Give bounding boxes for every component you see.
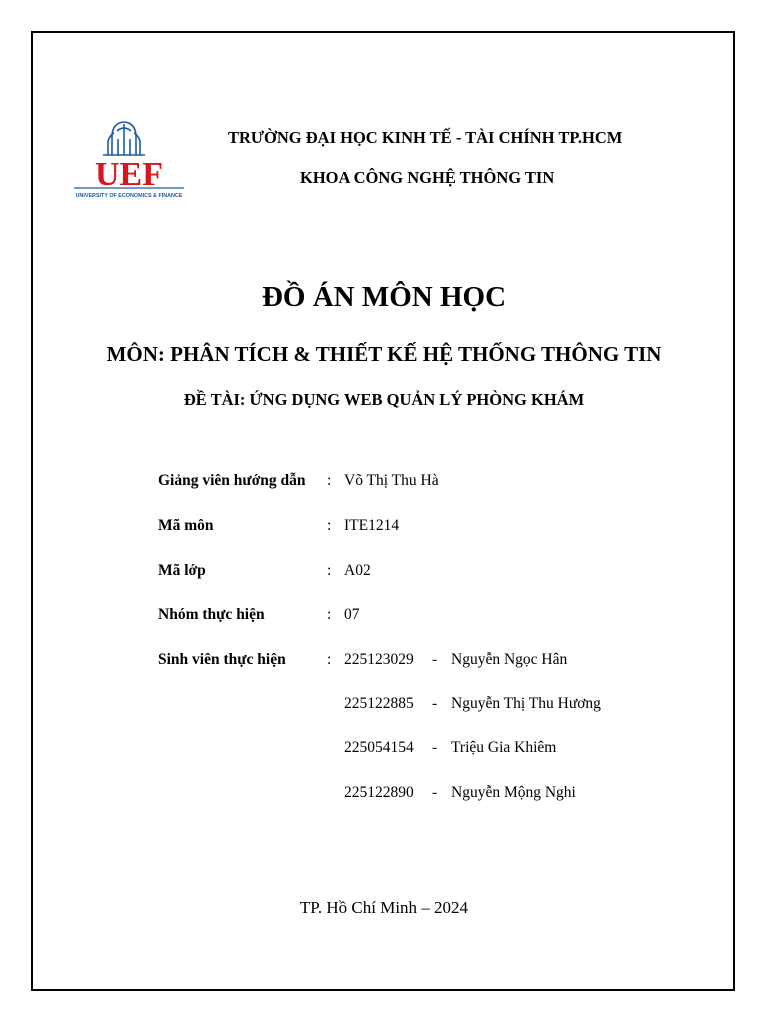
- student-id: 225122890: [344, 784, 414, 801]
- logo-subtext: UNIVERSITY OF ECONOMICS & FINANCE: [75, 193, 183, 199]
- group-colon: :: [327, 606, 332, 623]
- lecturer-value: Võ Thị Thu Hà: [344, 472, 439, 489]
- group-value: 07: [344, 606, 360, 623]
- place-date: TP. Hồ Chí Minh – 2024: [299, 898, 469, 917]
- student-id: 225122885: [344, 695, 414, 712]
- students-label: Sinh viên thực hiện: [158, 651, 286, 668]
- student-dash: -: [432, 651, 438, 668]
- student-dash: -: [432, 695, 438, 712]
- faculty-name: KHOA CÔNG NGHỆ THÔNG TIN: [300, 168, 555, 187]
- lecturer-colon: :: [327, 472, 332, 489]
- course-code-label: Mã môn: [158, 517, 214, 534]
- class-code-colon: :: [327, 562, 332, 579]
- document-title: ĐỒ ÁN MÔN HỌC: [261, 281, 507, 313]
- class-code-value: A02: [344, 562, 371, 579]
- student-name: Triệu Gia Khiêm: [451, 739, 557, 756]
- course-code-value: ITE1214: [344, 517, 400, 534]
- uef-logo: [70, 119, 188, 203]
- course-code-colon: :: [327, 517, 332, 534]
- group-label: Nhóm thực hiện: [158, 606, 265, 623]
- students-colon: :: [327, 651, 332, 668]
- student-name: Nguyễn Mộng Nghi: [451, 784, 576, 801]
- student-dash: -: [432, 739, 438, 756]
- subject-title: MÔN: PHÂN TÍCH & THIẾT KẾ HỆ THỐNG THÔNG TIN: [106, 342, 662, 366]
- class-code-label: Mã lớp: [158, 562, 206, 579]
- lecturer-label: Giảng viên hướng dẫn: [158, 472, 306, 489]
- building-icon: [103, 122, 145, 155]
- student-name: Nguyễn Ngọc Hân: [451, 651, 568, 668]
- topic-title: ĐỀ TÀI: ỨNG DỤNG WEB QUẢN LÝ PHÒNG KHÁM: [183, 390, 585, 409]
- student-dash: -: [432, 784, 438, 801]
- logo-text: UEF: [95, 156, 163, 193]
- student-id: 225054154: [344, 739, 414, 756]
- university-name: TRƯỜNG ĐẠI HỌC KINH TẾ - TÀI CHÍNH TP.HCM: [228, 128, 623, 147]
- student-name: Nguyễn Thị Thu Hương: [451, 695, 601, 712]
- student-id: 225123029: [344, 651, 414, 668]
